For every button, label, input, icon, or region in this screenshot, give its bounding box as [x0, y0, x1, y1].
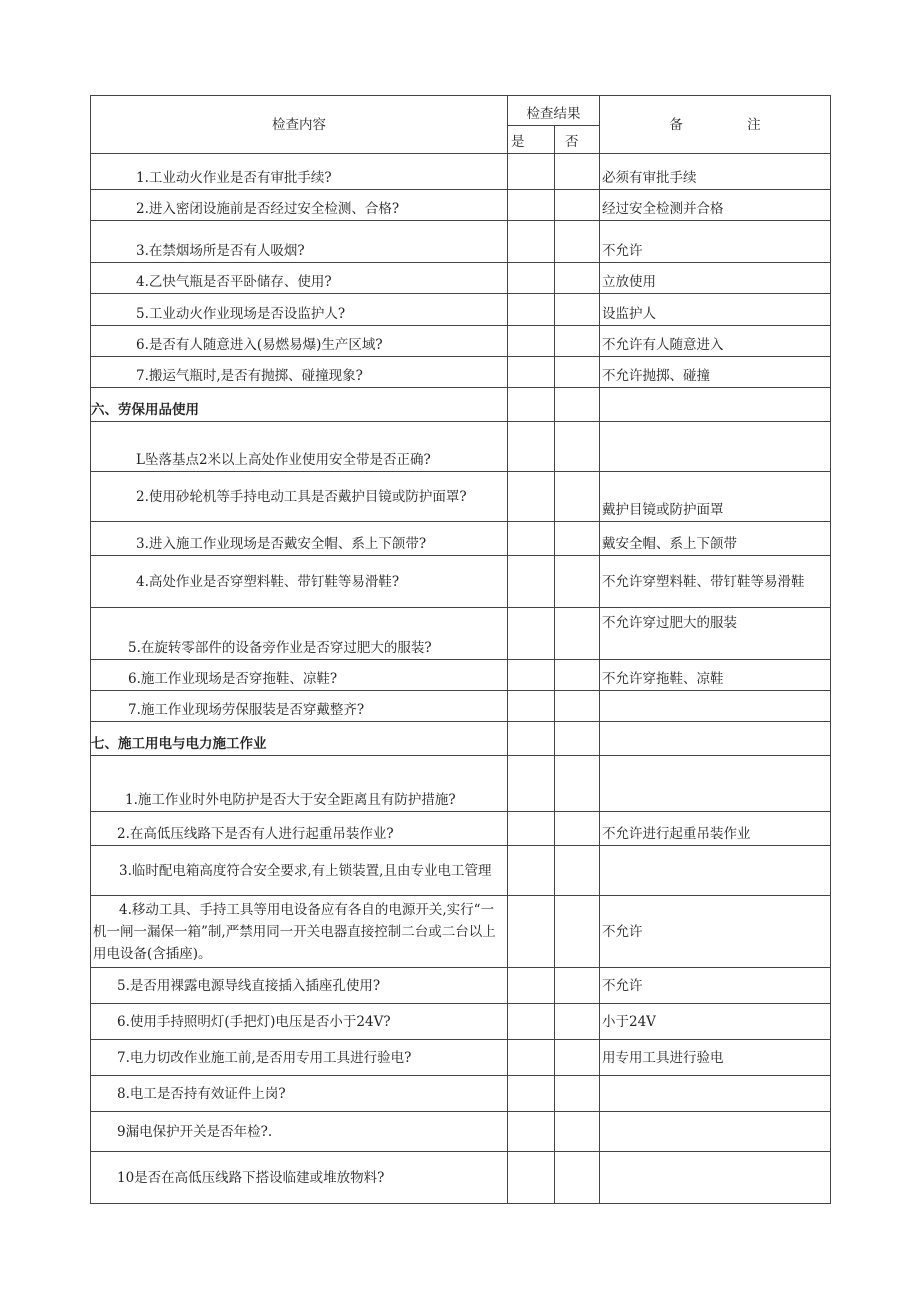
check-no[interactable]	[555, 556, 600, 608]
check-yes[interactable]	[508, 388, 555, 422]
table-row	[91, 326, 831, 357]
header-yes: 是	[508, 126, 555, 154]
item-text: 3.进入施工作业现场是否戴安全帽、系上下颌带?	[91, 522, 508, 556]
table-row	[91, 422, 831, 472]
table-row	[91, 294, 831, 326]
check-yes[interactable]	[508, 896, 555, 968]
check-yes[interactable]	[508, 660, 555, 691]
item-remark: 不允许有人随意进入	[600, 326, 831, 357]
item-text: 7.搬运气瓶时,是否有抛掷、碰撞现象?	[91, 357, 508, 388]
check-no[interactable]	[555, 756, 600, 812]
item-text: 5.工业动火作业现场是否设监护人?	[91, 294, 508, 326]
check-no[interactable]	[555, 722, 600, 756]
table-row	[91, 1040, 831, 1076]
check-yes[interactable]	[508, 294, 555, 326]
item-text: 6.使用手持照明灯(手把灯)电压是否小于24V?	[91, 1004, 508, 1040]
item-remark: 不允许穿拖鞋、凉鞋	[600, 660, 831, 691]
check-no[interactable]	[555, 154, 600, 190]
section-row	[91, 388, 831, 422]
item-remark: 不允许	[600, 221, 831, 263]
check-no[interactable]	[555, 896, 600, 968]
item-text: L坠落基点2米以上高处作业使用安全带是否正确?	[91, 422, 508, 472]
check-no[interactable]	[555, 190, 600, 221]
table-row	[91, 556, 831, 608]
table-row	[91, 846, 831, 896]
item-remark: 设监护人	[600, 294, 831, 326]
item-remark	[600, 1076, 831, 1112]
item-text: 10是否在高低压线路下搭设临建或堆放物料?	[91, 1152, 508, 1204]
item-remark: 立放使用	[600, 263, 831, 294]
check-yes[interactable]	[508, 968, 555, 1004]
check-no[interactable]	[555, 968, 600, 1004]
check-no[interactable]	[555, 472, 600, 522]
item-remark	[600, 388, 831, 422]
item-text: 8.电工是否持有效证件上岗?	[91, 1076, 508, 1112]
table-row	[91, 221, 831, 263]
table-row	[91, 1152, 831, 1204]
check-yes[interactable]	[508, 1004, 555, 1040]
header-content: 检查内容	[91, 96, 508, 154]
item-remark: 必须有审批手续	[600, 154, 831, 190]
check-yes[interactable]	[508, 190, 555, 221]
item-remark	[600, 1152, 831, 1204]
item-text: 6.是否有人随意进入(易燃易爆)生产区域?	[91, 326, 508, 357]
item-text: 7.电力切改作业施工前,是否用专用工具进行验电?	[91, 1040, 508, 1076]
item-remark: 不允许抛掷、碰撞	[600, 357, 831, 388]
check-no[interactable]	[555, 522, 600, 556]
item-text: 4.高处作业是否穿塑料鞋、带钉鞋等易滑鞋?	[91, 556, 508, 608]
item-remark: 不允许穿塑料鞋、带钉鞋等易滑鞋	[600, 556, 831, 608]
item-remark: 经过安全检测并合格	[600, 190, 831, 221]
table-row	[91, 472, 831, 522]
section-title: 七、施工用电与电力施工作业	[91, 722, 508, 756]
item-remark	[600, 846, 831, 896]
header-remark: 备 注	[600, 96, 831, 154]
item-text: 2.使用砂轮机等手持电动工具是否戴护目镜或防护面罩?	[91, 472, 508, 522]
check-yes[interactable]	[508, 221, 555, 263]
check-yes[interactable]	[508, 472, 555, 522]
table-row	[91, 1076, 831, 1112]
check-yes[interactable]	[508, 1112, 555, 1152]
item-remark: 不允许进行起重吊装作业	[600, 812, 831, 846]
header-row	[91, 96, 831, 126]
check-no[interactable]	[555, 691, 600, 722]
item-text: 1.施工作业时外电防护是否大于安全距离且有防护措施?	[91, 756, 508, 812]
check-no[interactable]	[555, 422, 600, 472]
check-no[interactable]	[555, 812, 600, 846]
item-text: 3.在禁烟场所是否有人吸烟?	[91, 221, 508, 263]
table-row	[91, 691, 831, 722]
check-no[interactable]	[555, 1152, 600, 1204]
check-yes[interactable]	[508, 357, 555, 388]
table-row	[91, 190, 831, 221]
item-remark	[600, 1112, 831, 1152]
check-no[interactable]	[555, 1076, 600, 1112]
check-no[interactable]	[555, 1112, 600, 1152]
check-no[interactable]	[555, 660, 600, 691]
check-no[interactable]	[555, 388, 600, 422]
header-no: 否	[555, 126, 600, 154]
item-remark: 不允许穿过肥大的服装	[600, 608, 831, 660]
check-yes[interactable]	[508, 812, 555, 846]
check-no[interactable]	[555, 846, 600, 896]
check-yes[interactable]	[508, 756, 555, 812]
check-yes[interactable]	[508, 154, 555, 190]
check-no[interactable]	[555, 1004, 600, 1040]
item-remark: 戴安全帽、系上下颌带	[600, 522, 831, 556]
table-row	[91, 1112, 831, 1152]
table-row	[91, 263, 831, 294]
check-yes[interactable]	[508, 608, 555, 660]
check-no[interactable]	[555, 1040, 600, 1076]
section-title: 六、劳保用品使用	[91, 388, 508, 422]
check-yes[interactable]	[508, 1152, 555, 1204]
item-text: 1.工业动火作业是否有审批手续?	[91, 154, 508, 190]
table-row	[91, 1004, 831, 1040]
item-text: 6.施工作业现场是否穿拖鞋、凉鞋?	[91, 660, 508, 691]
item-remark: 不允许	[600, 896, 831, 968]
item-text: 2.进入密闭设施前是否经过安全检测、合格?	[91, 190, 508, 221]
item-text: 4.乙快气瓶是否平卧储存、使用?	[91, 263, 508, 294]
table-row	[91, 756, 831, 812]
table-row	[91, 812, 831, 846]
check-yes[interactable]	[508, 263, 555, 294]
check-no[interactable]	[555, 263, 600, 294]
item-text: 2.在高低压线路下是否有人进行起重吊装作业?	[91, 812, 508, 846]
check-yes[interactable]	[508, 722, 555, 756]
item-remark: 不允许	[600, 968, 831, 1004]
item-remark	[600, 722, 831, 756]
item-text: 5.在旋转零部件的设备旁作业是否穿过肥大的服装?	[91, 608, 508, 660]
item-text: 4.移动工具、手持工具等用电设备应有各自的电源开关,实行“一机一闸一漏保一箱”制,严禁用同一开关电器直接控制二台或二台以上用电设备(含插座)。	[91, 896, 508, 968]
table-row	[91, 968, 831, 1004]
item-remark	[600, 691, 831, 722]
check-yes[interactable]	[508, 556, 555, 608]
section-row	[91, 722, 831, 756]
check-yes[interactable]	[508, 1040, 555, 1076]
item-text: 5.是否用裸露电源导线直接插入插座孔使用?	[91, 968, 508, 1004]
check-no[interactable]	[555, 608, 600, 660]
check-yes[interactable]	[508, 1076, 555, 1112]
table-row	[91, 608, 831, 660]
check-no[interactable]	[555, 294, 600, 326]
item-remark	[600, 422, 831, 472]
header-result: 检查结果	[508, 96, 600, 126]
check-no[interactable]	[555, 357, 600, 388]
check-yes[interactable]	[508, 422, 555, 472]
item-remark: 小于24V	[600, 1004, 831, 1040]
table-row	[91, 154, 831, 190]
table-row	[91, 660, 831, 691]
check-yes[interactable]	[508, 691, 555, 722]
check-yes[interactable]	[508, 846, 555, 896]
item-remark: 用专用工具进行验电	[600, 1040, 831, 1076]
item-text: 7.施工作业现场劳保服装是否穿戴整齐?	[91, 691, 508, 722]
item-text: 3.临时配电箱高度符合安全要求,有上锁装置,且由专业电工管理	[91, 846, 508, 896]
item-text: 9漏电保护开关是否年检?.	[91, 1112, 508, 1152]
check-yes[interactable]	[508, 522, 555, 556]
table-row	[91, 522, 831, 556]
inspection-table	[90, 95, 831, 1204]
table-row	[91, 896, 831, 968]
item-remark: 戴护目镜或防护面罩	[600, 472, 831, 522]
item-remark	[600, 756, 831, 812]
check-no[interactable]	[555, 326, 600, 357]
table-row	[91, 357, 831, 388]
check-no[interactable]	[555, 221, 600, 263]
check-yes[interactable]	[508, 326, 555, 357]
